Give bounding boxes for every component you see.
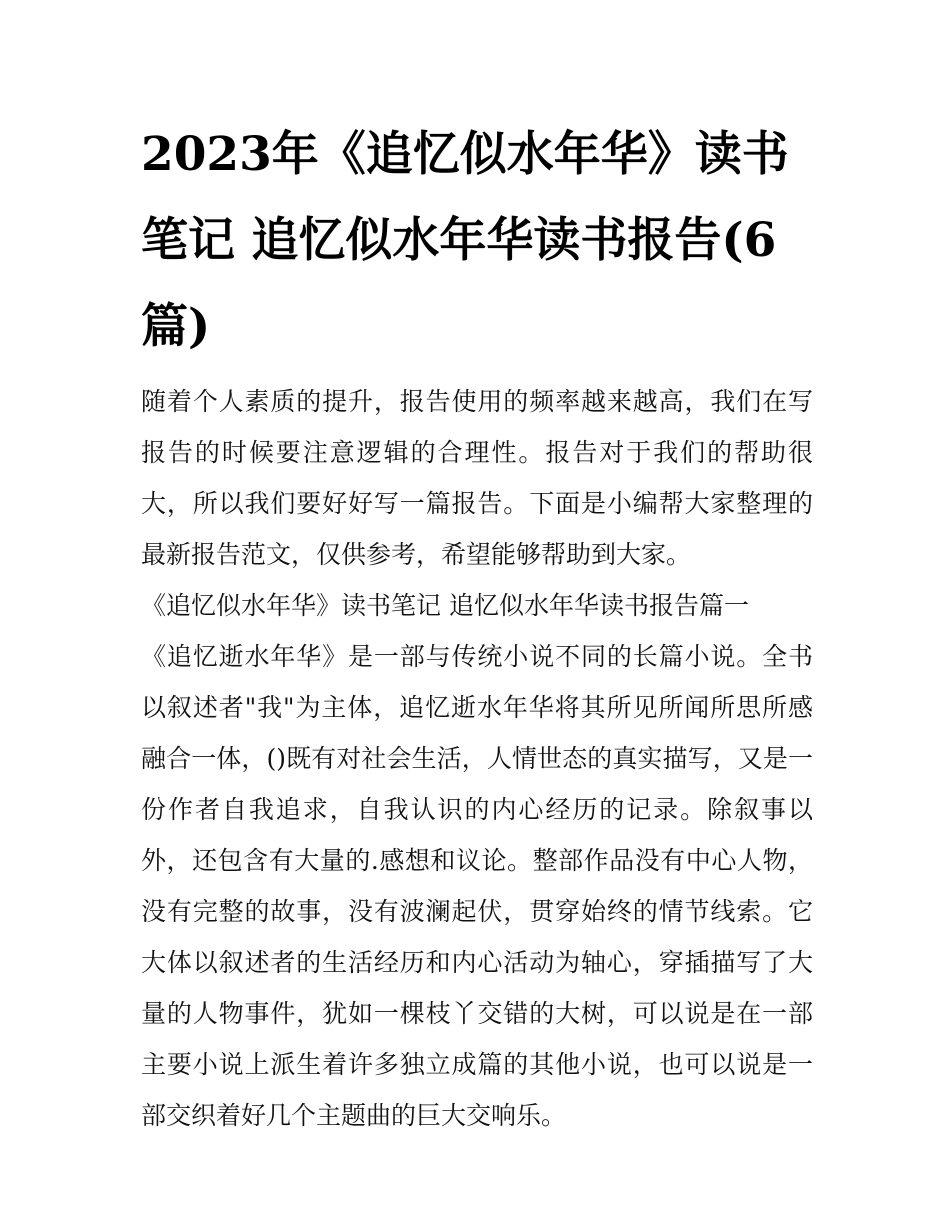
document-title: 2023年《追忆似水年华》读书笔记 追忆似水年华读书报告(6篇) [141,127,789,354]
intro-paragraph: 随着个人素质的提升，报告使用的频率越来越高，我们在写报告的时候要注意逻辑的合理性。报告对于我们的帮助很大，所以我们要好好写一篇报告。下面是小编帮大家整理的最新报告范文，仅供参考，希望能够帮助到大家。 [141,387,813,569]
body-paragraph: 《追忆逝水年华》是一部与传统小说不同的长篇小说。全书以叙述者"我"为主体，追忆逝水年华将其所见所闻所思所感融合一体，()既有对社会生活，人情世态的真实描写，又是一份作者自我追求，自我认识的内心经历的记录。除叙事以外，还包含有大量的.感想和议论。整部作品没有中心人物，没有完整的故事，没有波澜起伏，贯穿始终的情节线索。它大体以叙述者的生活经历和内心活动为轴心，穿插描写了大量的人物事件，犹如一棵枝丫交错的大树，可以说是在一部主要小说上派生着许多独立成篇的其他小说，也可以说是一部交织着好几个主题曲的巨大交响乐。 [141,642,813,1130]
document-page [141,112,813,1141]
section-heading: 《追忆似水年华》读书笔记 追忆似水年华读书报告篇一 [141,591,749,620]
